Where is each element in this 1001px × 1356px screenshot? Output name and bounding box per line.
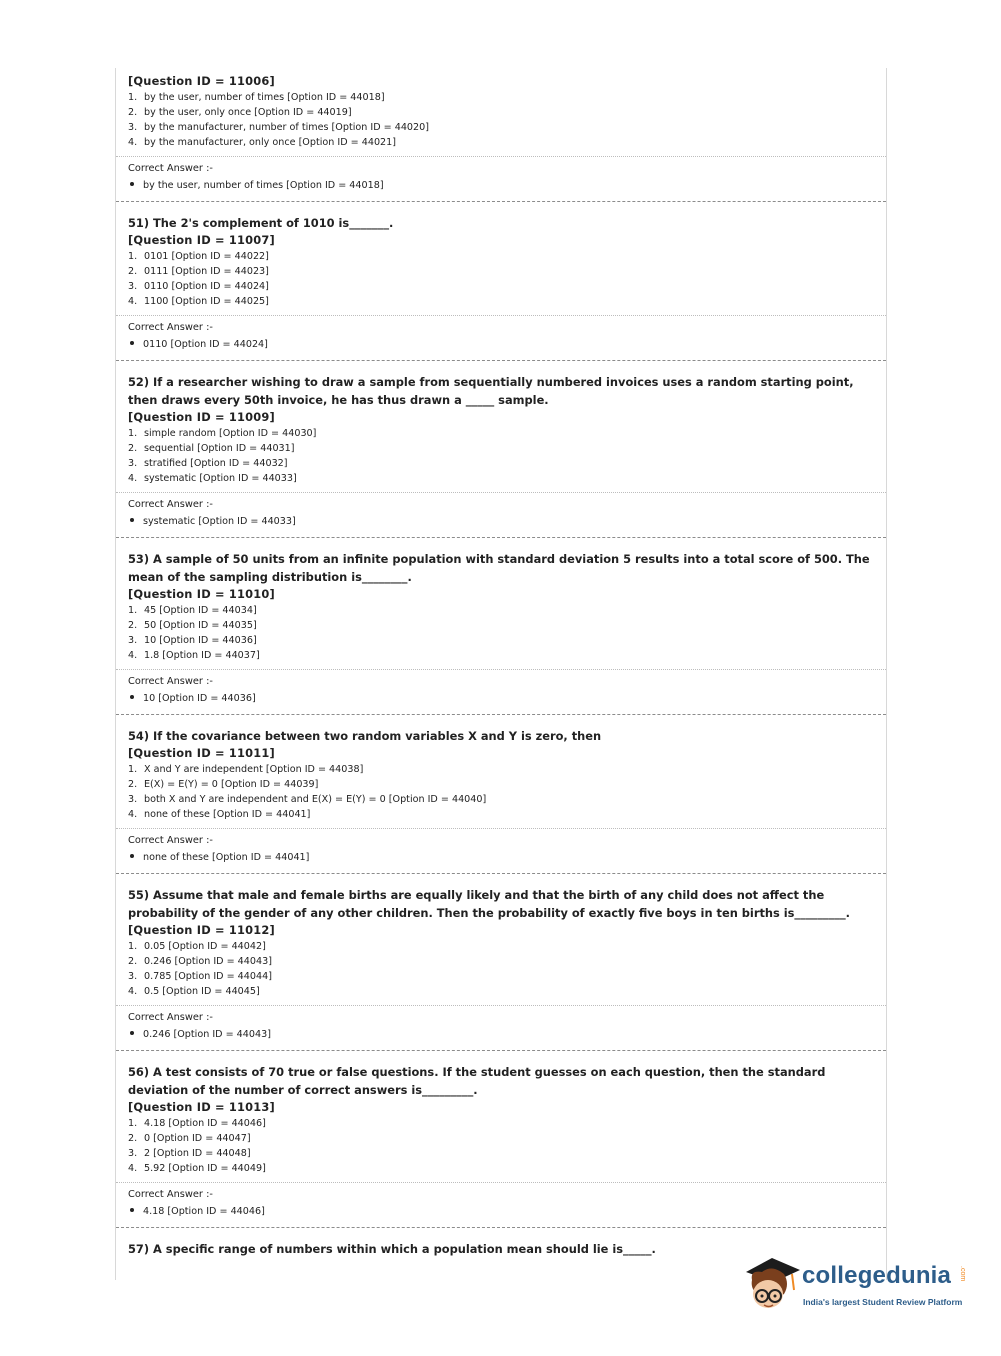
correct-answer: 4.18 [Option ID = 44046] [128,1203,874,1220]
logo-com: .com [959,1266,966,1282]
options-list [128,939,874,999]
question-block [116,874,886,999]
option-item: 1. X and Y are independent [Option ID = 44038] [128,764,364,775]
correct-answer-label: Correct Answer :- [128,676,213,687]
logo-wordmark: collegedunia [802,1262,952,1289]
option-item: 3. 0.785 [Option ID = 44044] [128,971,272,982]
logo-tagline: India's largest Student Review Platform [803,1297,963,1307]
collegedunia-logo [742,1250,972,1320]
option-item: 4. systematic [Option ID = 44033] [128,473,297,484]
bullet-icon [130,341,134,345]
option-item: 2. 0.246 [Option ID = 44043] [128,956,272,967]
question-id: [Question ID = 11012] [128,923,275,937]
option-item: 1. simple random [Option ID = 44030] [128,428,317,439]
question-id: [Question ID = 11006] [128,74,275,88]
options-list [128,249,874,309]
option-item: 2. E(X) = E(Y) = 0 [Option ID = 44039] [128,779,319,790]
options-list [128,90,874,150]
option-item: 3. both X and Y are independent and E(X) = E(Y) = 0 [Option ID = 44040] [128,794,487,805]
question-text: 51) The 2's complement of 1010 is_______. [128,216,394,230]
bullet-icon [130,1208,134,1212]
option-item: 3. by the manufacturer, number of times [Option ID = 44020] [128,122,429,133]
question-text: 54) If the covariance between two random variables X and Y is zero, then [128,729,602,743]
option-item: 2. sequential [Option ID = 44031] [128,443,295,454]
option-item: 4. 5.92 [Option ID = 44049] [128,1163,266,1174]
question-id: [Question ID = 11009] [128,410,275,424]
question-block [116,538,886,663]
question-text: 52) If a researcher wishing to draw a sample from sequentially numbered invoices uses a random starting point, then draws every 50th invoice, he has thus drawn a _____ sample. [128,375,854,407]
option-item: 4. none of these [Option ID = 44041] [128,809,311,820]
question-block [116,1051,886,1176]
correct-answer-label: Correct Answer :- [128,1012,213,1023]
correct-answer: 0.246 [Option ID = 44043] [128,1026,874,1043]
correct-answer-block [116,1006,886,1045]
question-block [116,202,886,309]
correct-answer-block [116,157,886,196]
correct-answer-block [116,670,886,709]
correct-answer-label: Correct Answer :- [128,499,213,510]
question-text: 57) A specific range of numbers within which a population mean should lie is_____. [128,1242,656,1256]
correct-answer: 0110 [Option ID = 44024] [128,336,874,353]
correct-answer-block [116,829,886,868]
questions-list [116,202,886,1228]
bullet-icon [130,182,134,186]
mascot-icon [742,1250,804,1318]
option-item: 1. 4.18 [Option ID = 44046] [128,1118,266,1129]
options-list [128,1116,874,1176]
question-block [116,361,886,486]
question-text: 55) Assume that male and female births are equally likely and that the birth of any child does not affect the probability of the gender of any other children. Then the probability of exactly five boys in ten births is_________. [128,888,851,920]
option-item: 3. 0110 [Option ID = 44024] [128,281,269,292]
options-list [128,426,874,486]
question-id: [Question ID = 11013] [128,1100,275,1114]
correct-answer-label: Correct Answer :- [128,1189,213,1200]
correct-answer-label: Correct Answer :- [128,835,213,846]
correct-answer-label: Correct Answer :- [128,322,213,333]
option-item: 1. 0.05 [Option ID = 44042] [128,941,266,952]
question-id: [Question ID = 11010] [128,587,275,601]
option-item: 2. 50 [Option ID = 44035] [128,620,257,631]
bullet-icon [130,1031,134,1035]
correct-answer-label: Correct Answer :- [128,163,213,174]
option-item: 1. by the user, number of times [Option ID = 44018] [128,92,385,103]
question-paper-page [115,68,887,1280]
question-id: [Question ID = 11011] [128,746,275,760]
options-list [128,762,874,822]
question-text: 56) A test consists of 70 true or false questions. If the student guesses on each question, then the standard deviation of the number of correct answers is_________. [128,1065,826,1097]
option-item: 1. 45 [Option ID = 44034] [128,605,257,616]
option-item: 2. 0111 [Option ID = 44023] [128,266,269,277]
option-item: 4. 0.5 [Option ID = 44045] [128,986,260,997]
correct-answer-block [116,1183,886,1222]
bullet-icon [130,695,134,699]
bullet-icon [130,518,134,522]
correct-answer: systematic [Option ID = 44033] [128,513,874,530]
question-id: [Question ID = 11007] [128,233,275,247]
option-item: 4. 1100 [Option ID = 44025] [128,296,269,307]
question-text: 53) A sample of 50 units from an infinite population with standard deviation 5 results into a total score of 500. The mean of the sampling distribution is________. [128,552,870,584]
correct-answer: none of these [Option ID = 44041] [128,849,874,866]
correct-answer: by the user, number of times [Option ID = 44018] [128,177,874,194]
option-item: 4. 1.8 [Option ID = 44037] [128,650,260,661]
option-item: 1. 0101 [Option ID = 44022] [128,251,269,262]
option-item: 3. 10 [Option ID = 44036] [128,635,257,646]
question-block [116,715,886,822]
option-item: 2. 0 [Option ID = 44047] [128,1133,251,1144]
correct-answer-block [116,316,886,355]
option-item: 2. by the user, only once [Option ID = 44019] [128,107,352,118]
correct-answer: 10 [Option ID = 44036] [128,690,874,707]
options-list [128,603,874,663]
bullet-icon [130,854,134,858]
question-block-50 [116,68,886,150]
option-item: 4. by the manufacturer, only once [Option ID = 44021] [128,137,396,148]
option-item: 3. 2 [Option ID = 44048] [128,1148,251,1159]
correct-answer-block [116,493,886,532]
option-item: 3. stratified [Option ID = 44032] [128,458,288,469]
